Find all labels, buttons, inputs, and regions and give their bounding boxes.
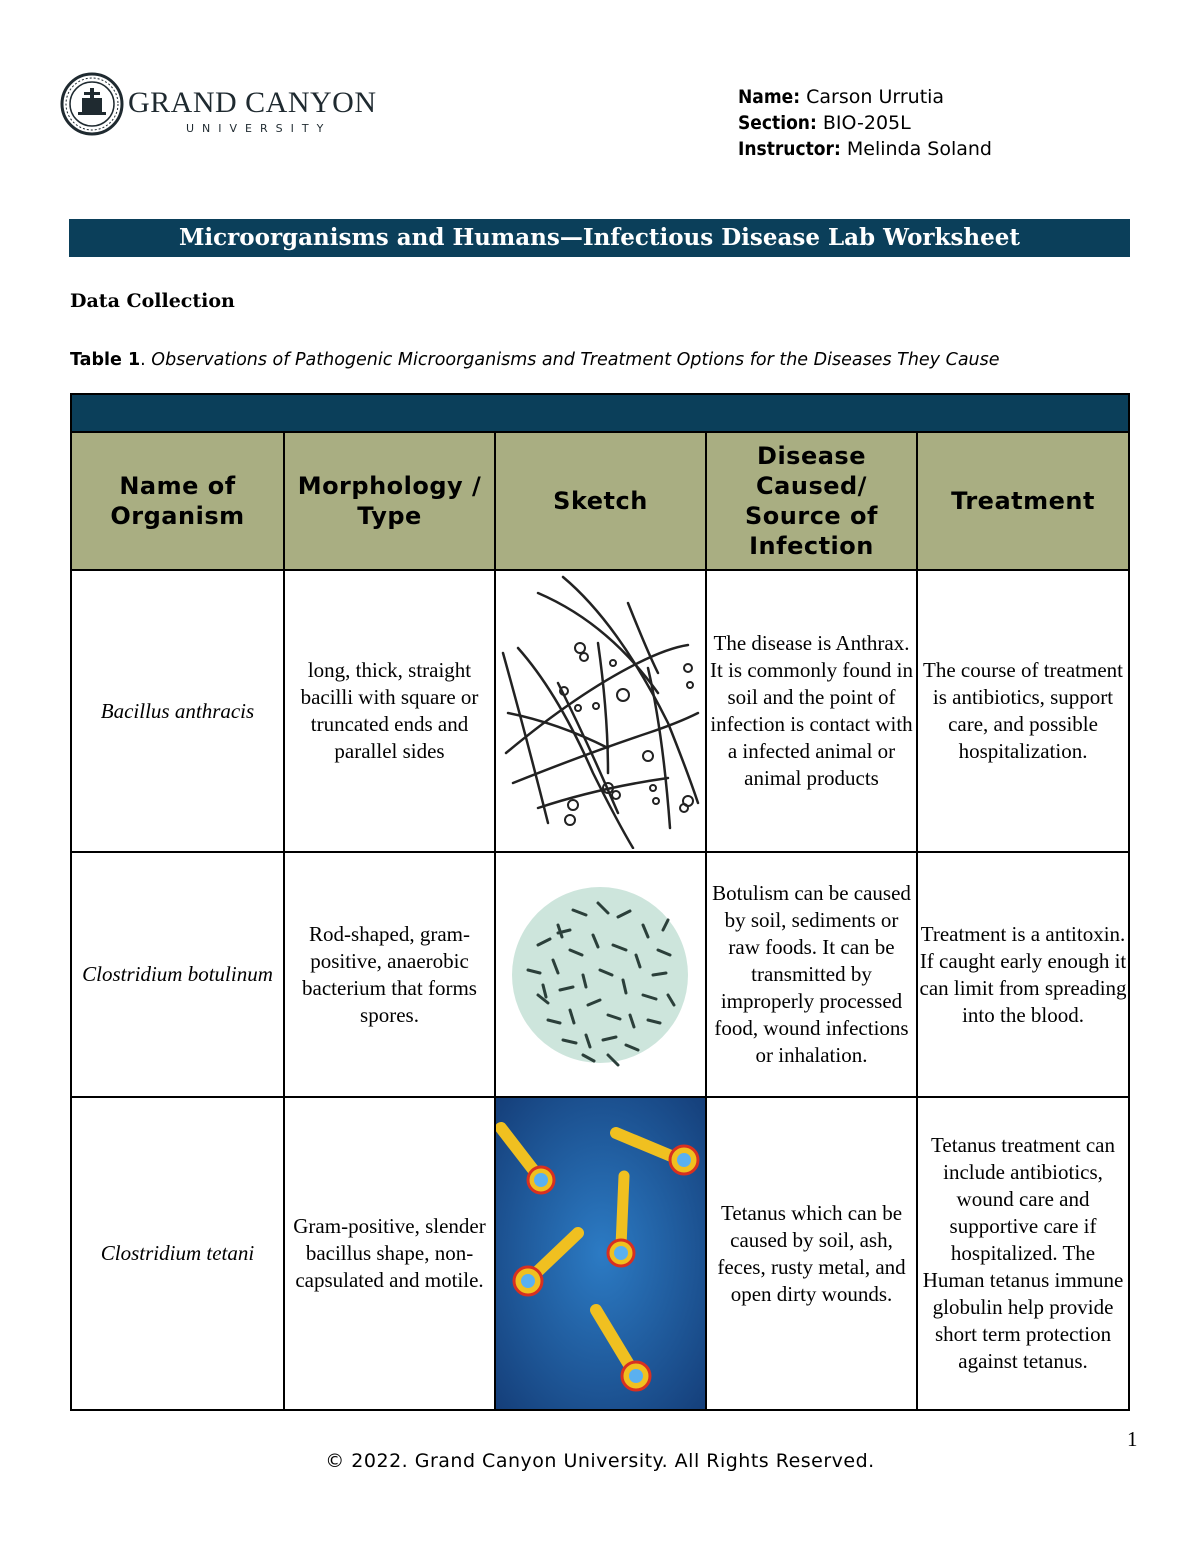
university-logo [60,72,377,138]
name-label: Name: [738,86,801,108]
morphology-cell: long, thick, straight bacilli with square or truncated ends and parallel sides [284,570,495,852]
organism-name: Clostridium botulinum [71,852,284,1097]
section-value: BIO-205L [822,112,911,134]
header-sketch: Sketch [495,432,706,570]
sketch-cell [495,852,706,1097]
organism-name: Clostridium tetani [71,1097,284,1410]
table-row [71,570,1129,852]
observations-table [70,393,1130,1411]
clostridium-botulinum-micrograph-image [498,855,703,1094]
bacillus-anthracis-sketch-image [498,573,703,849]
header-disease: Disease Caused/ Source of Infection [706,432,917,570]
logo-wordmark: GRAND CANYON [128,86,377,119]
disease-cell: Botulism can be caused by soil, sediments or raw foods. It can be transmitted by improperly processed food, wound infections or inhalation. [706,852,917,1097]
name-value: Carson Urrutia [806,86,945,108]
copyright-footer: © 2022. Grand Canyon University. All Rights Reserved. [325,1450,875,1472]
organism-name: Bacillus anthracis [71,570,284,852]
table-row [71,852,1129,1097]
treatment-cell: Tetanus treatment can include antibiotics, wound care and supportive care if hospitalized. The Human tetanus immune globulin help provide short term protection against tetanus. [917,1097,1129,1410]
worksheet-title: Microorganisms and Humans—Infectious Disease Lab Worksheet [69,219,1130,257]
caption-text: Observations of Pathogenic Microorganisms and Treatment Options for the Diseases They Cause [151,350,1000,370]
instructor-label: Instructor: [738,138,841,160]
section-line [738,110,992,136]
instructor-line [738,136,992,162]
disease-cell: The disease is Anthrax. It is commonly found in soil and the point of infection is contact with a infected animal or animal products [706,570,917,852]
table-top-band [71,394,1129,432]
disease-cell: Tetanus which can be caused by soil, ash, feces, rusty metal, and open dirty wounds. [706,1097,917,1410]
instructor-value: Melinda Soland [846,138,992,160]
table-header-row [71,432,1129,570]
morphology-cell: Gram-positive, slender bacillus shape, non-capsulated and motile. [284,1097,495,1410]
university-seal-icon [60,72,124,136]
morphology-cell: Rod-shaped, gram-positive, anaerobic bacterium that forms spores. [284,852,495,1097]
clostridium-tetani-micrograph-image [496,1098,706,1409]
name-line [738,84,992,110]
treatment-cell: The course of treatment is antibiotics, support care, and possible hospitalization. [917,570,1129,852]
table-caption: Table 1. Observations of Pathogenic Microorganisms and Treatment Options for the Diseases They Cause [70,350,1000,370]
student-info [738,84,992,162]
logo-subtitle: UNIVERSITY [186,122,332,135]
sketch-cell [495,1097,706,1410]
treatment-cell: Treatment is a antitoxin. If caught early enough it can limit from spreading into the blood. [917,852,1129,1097]
caption-label: Table 1 [70,350,141,370]
section-heading: Data Collection [70,290,235,312]
header-treatment: Treatment [917,432,1129,570]
page-number: 1 [1127,1427,1138,1451]
header-morphology: Morphology / Type [284,432,495,570]
table-row [71,1097,1129,1410]
header-name: Name of Organism [71,432,284,570]
section-label: Section: [738,112,817,134]
sketch-cell [495,570,706,852]
